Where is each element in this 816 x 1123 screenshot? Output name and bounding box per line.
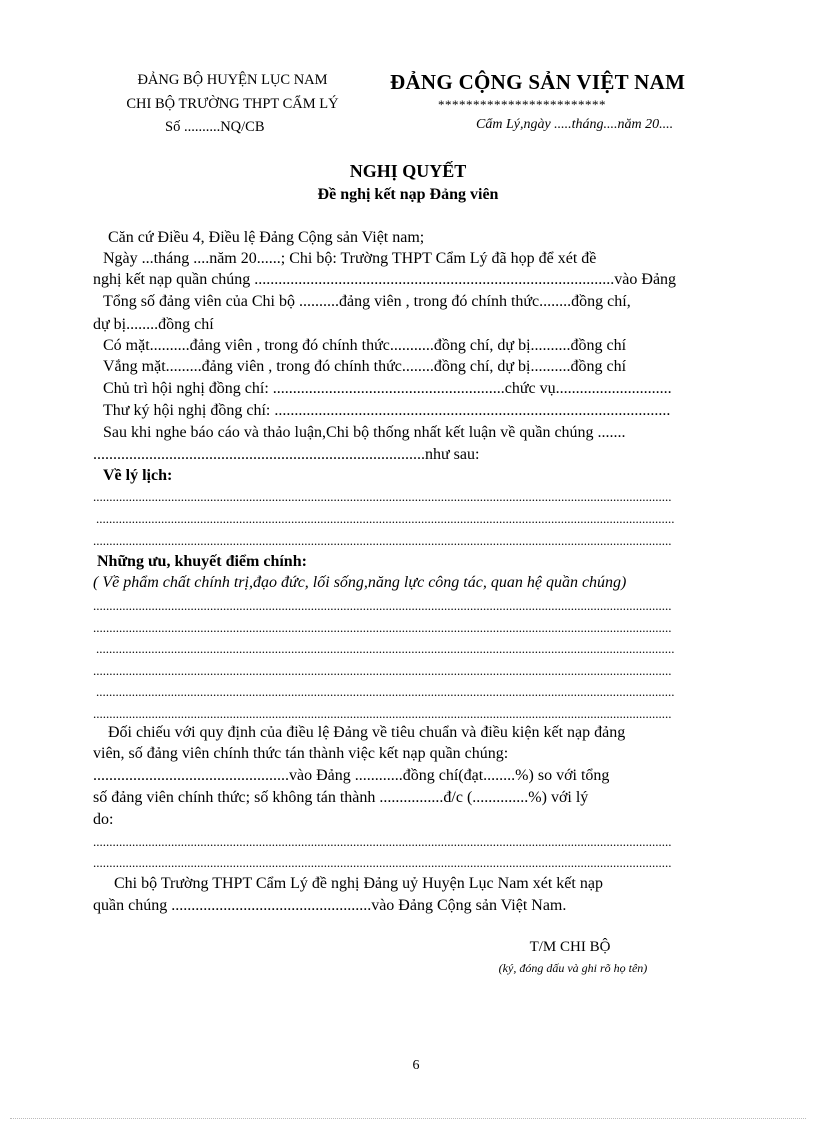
signature-title: T/M CHI BỘ <box>529 939 611 955</box>
body-line: Thư ký hội nghị đồng chí: ................................................................................................... <box>103 402 671 419</box>
dotted-fill-line: .................................................................................................................................................................................. <box>93 620 672 635</box>
document-title: NGHỊ QUYẾT <box>349 161 467 181</box>
dotted-fill-line: .................................................................................................................................................................................. <box>96 511 675 526</box>
comparison-line: viên, số đảng viên chính thức tán thành việc kết nạp quần chúng: <box>93 745 509 762</box>
header-stars: ************************ <box>438 97 606 112</box>
dotted-fill-line: .................................................................................................................................................................................. <box>93 855 672 870</box>
body-line: dự bị........đồng chí <box>93 316 214 333</box>
body-line: Chủ trì hội nghị đồng chí: ..........................................................chức vụ............................. <box>103 380 672 397</box>
body-line: Sau khi nghe báo cáo và thảo luận,Chi bộ thống nhất kết luận về quần chúng ....... <box>103 424 626 441</box>
dotted-fill-line: .................................................................................................................................................................................. <box>93 598 672 613</box>
section-note: ( Về phẩm chất chính trị,đạo đức, lối sống,năng lực công tác, quan hệ quần chúng) <box>93 574 627 591</box>
dotted-fill-line: .................................................................................................................................................................................. <box>93 533 672 548</box>
dotted-fill-line: .................................................................................................................................................................................. <box>96 641 675 656</box>
body-line: Căn cứ Điều 4, Điều lệ Đảng Cộng sản Việt nam; <box>108 229 425 246</box>
resolution-number: Số ..........NQ/CB <box>165 119 265 135</box>
dotted-fill-line: .................................................................................................................................................................................. <box>93 706 672 721</box>
body-line: Vắng mặt.........đảng viên , trong đó chính thức........đồng chí, dự bị..........đồng chí <box>103 358 627 375</box>
body-line: ...................................................................................như sau: <box>93 446 480 463</box>
page-number: 6 <box>412 1058 420 1073</box>
dotted-fill-line: .................................................................................................................................................................................. <box>93 663 672 678</box>
comparison-line: .................................................vào Đảng ............đồng chí(đạt........%) so với tổng <box>93 767 610 784</box>
party-cell-name: CHI BỘ TRƯỜNG THPT CẨM LÝ <box>126 96 339 112</box>
comparison-line: Đối chiếu với quy định của điều lệ Đảng về tiêu chuẩn và điều kiện kết nạp đảng <box>108 724 626 741</box>
dotted-fill-line: .................................................................................................................................................................................. <box>93 489 672 504</box>
closing-line: quần chúng ..................................................vào Đảng Cộng sản Việt Nam. <box>93 897 567 914</box>
page-bottom-border <box>10 1118 806 1119</box>
dotted-fill-line: .................................................................................................................................................................................. <box>93 834 672 849</box>
dotted-fill-line: .................................................................................................................................................................................. <box>96 684 675 699</box>
closing-line: Chi bộ Trường THPT Cẩm Lý đề nghị Đảng uỷ Huyện Lục Nam xét kết nạp <box>114 875 603 892</box>
comparison-line: số đảng viên chính thức; số không tán thành ................đ/c (..............%) với lý <box>93 789 589 806</box>
body-line: nghị kết nạp quần chúng ..........................................................................................vào Đảng <box>93 271 677 288</box>
body-line: Tổng số đảng viên của Chi bộ ..........đảng viên , trong đó chính thức........đồng chí, <box>103 293 631 310</box>
body-line: Có mặt..........đảng viên , trong đó chính thức...........đồng chí, dự bị..........đồng chí <box>103 337 627 354</box>
document-date: Cẩm Lý,ngày .....tháng....năm 20.... <box>476 117 674 132</box>
comparison-line: do: <box>93 811 114 828</box>
party-committee-name: ĐẢNG BỘ HUYỆN LỤC NAM <box>137 72 328 88</box>
body-line: Ngày ...tháng ....năm 20......; Chi bộ: Trường THPT Cẩm Lý đã họp để xét đề <box>103 250 597 267</box>
document-subtitle: Đề nghị kết nạp Đảng viên <box>317 186 499 203</box>
section-heading-strengths: Những ưu, khuyết điểm chính: <box>97 553 307 570</box>
section-heading-background: Về lý lịch: <box>103 467 173 484</box>
signature-note: (ký, đóng dấu và ghi rõ họ tên) <box>498 961 648 975</box>
national-party-title: ĐẢNG CỘNG SẢN VIỆT NAM <box>390 70 686 94</box>
